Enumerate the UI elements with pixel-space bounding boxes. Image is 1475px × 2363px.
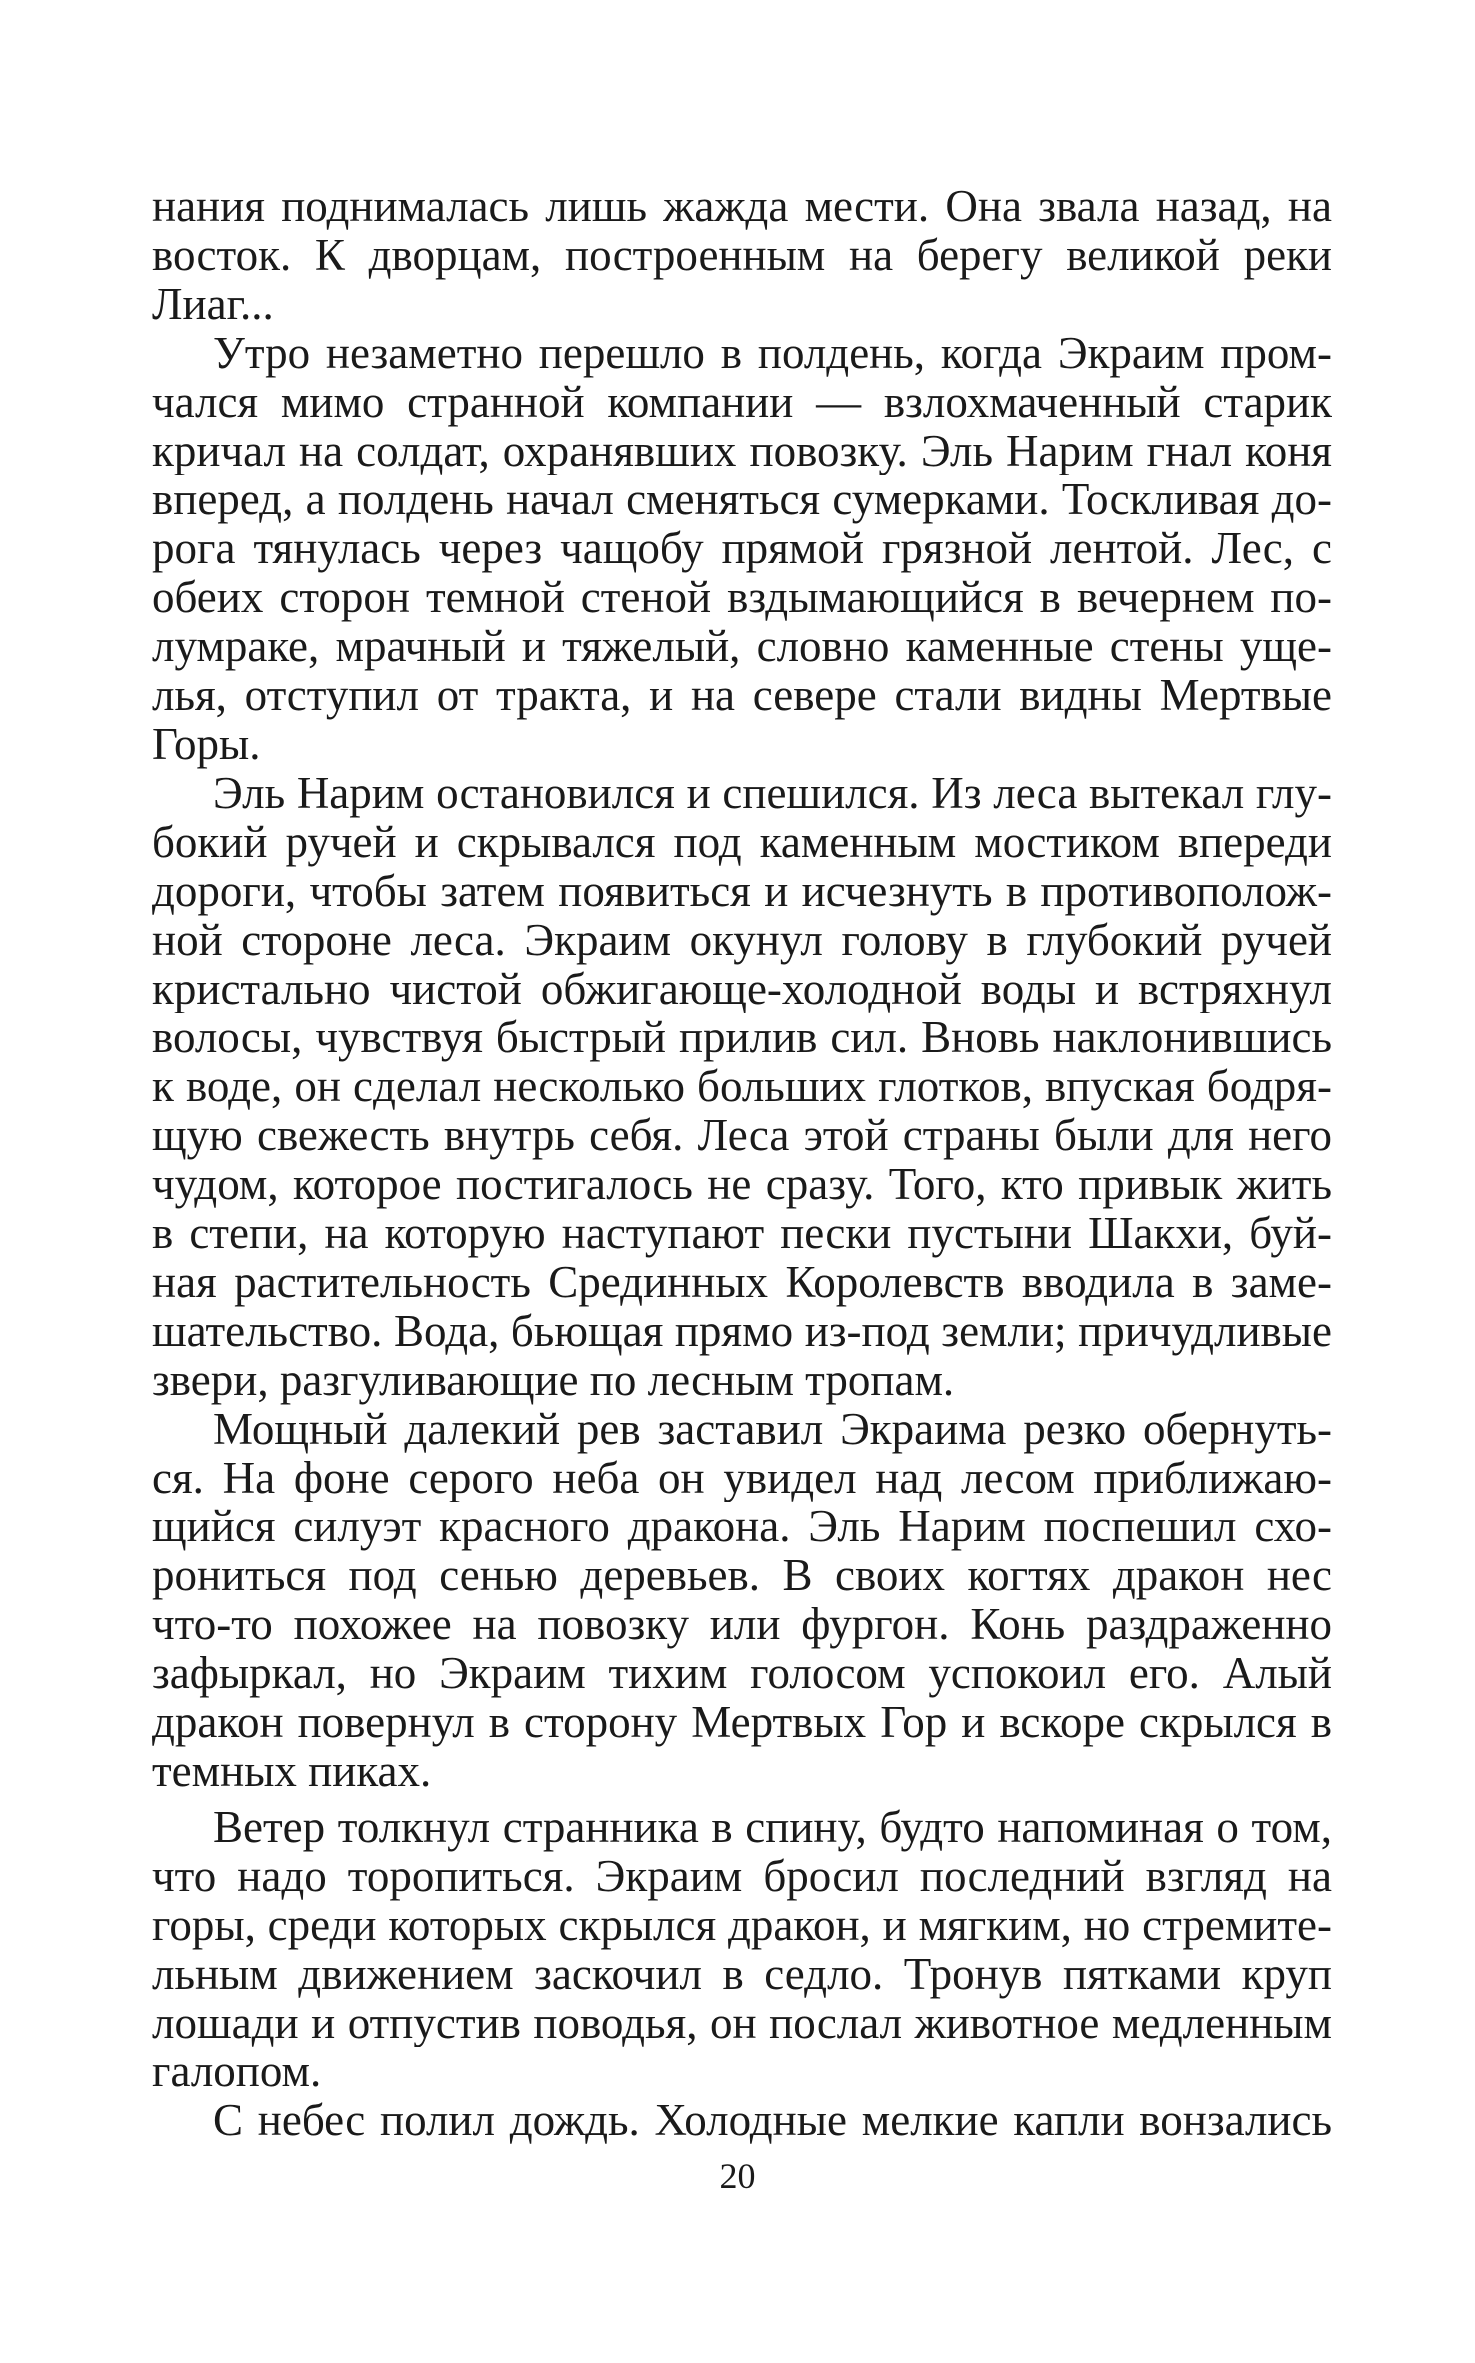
text-line: бокий ручей и скрывался под каменным мостиком впереди: [152, 817, 1332, 867]
paragraph: [152, 1405, 1332, 1796]
paragraph: [152, 769, 1332, 1405]
text-line: звери, разгуливающие по лесным тропам.: [152, 1355, 955, 1405]
text-line: кричал на солдат, охранявших повозку. Эль Нарим гнал коня: [152, 426, 1332, 476]
text-line: волосы, чувствуя быстрый прилив сил. Вновь наклонившись: [152, 1013, 1332, 1063]
text-line: льным движением заскочил в седло. Тронув пятками круп: [152, 1949, 1332, 1999]
body-text: [152, 182, 1332, 2145]
text-line: горы, среди которых скрылся дракон, и мягким, но стремите-: [152, 1900, 1332, 1950]
text-line: Горы.: [152, 719, 261, 769]
text-line: кристально чистой обжигающе-холодной воды и встряхнул: [152, 964, 1332, 1014]
text-line: рониться под сенью деревьев. В своих когтях дракон нес: [152, 1551, 1332, 1601]
text-line: что надо торопиться. Экраим бросил последний взгляд на: [152, 1851, 1332, 1901]
text-line: лья, отступил от тракта, и на севере стали видны Мертвые: [152, 671, 1332, 720]
text-line: чудом, которое постигалось не сразу. Того, кто привык жить: [152, 1160, 1332, 1210]
text-line: рога тянулась через чащобу прямой грязной лентой. Лес, с: [152, 524, 1332, 574]
text-line: Мощный далекий рев заставил Экраима резко обернуть-: [213, 1404, 1332, 1454]
paragraph-gap: [152, 1796, 1332, 1803]
text-line: С небес полил дождь. Холодные мелкие капли вонзались: [213, 2096, 1332, 2146]
page-number: 20: [719, 2156, 756, 2196]
paragraph: [152, 2096, 1332, 2145]
text-line: дороги, чтобы затем появиться и исчезнуть в противополож-: [152, 866, 1332, 916]
text-line: зафыркал, но Экраим тихим голосом успокоил его. Алый: [152, 1649, 1332, 1699]
text-line: Эль Нарим остановился и спешился. Из леса вытекал глу-: [213, 768, 1332, 818]
text-line: чался мимо странной компании — взлохмаченный старик: [152, 377, 1332, 427]
text-line: нания поднималась лишь жажда мести. Она звала назад, на: [152, 182, 1332, 231]
text-line: ная растительность Срединных Королевств вводила в заме-: [152, 1257, 1332, 1307]
text-line: шательство. Вода, бьющая прямо из-под земли; причудливые: [152, 1306, 1332, 1356]
text-line: лошади и отпустив поводья, он послал животное медленным: [152, 1998, 1332, 2048]
text-line: ся. На фоне серого неба он увидел над лесом приближаю-: [152, 1453, 1332, 1503]
text-line: обеих сторон темной стеной вздымающийся в вечернем по-: [152, 573, 1332, 623]
text-line: вперед, а полдень начал сменяться сумерками. Тоскливая до-: [152, 475, 1332, 525]
text-line: восток. К дворцам, построенным на берегу великой реки: [152, 230, 1332, 280]
text-line: лумраке, мрачный и тяжелый, словно каменные стены уще-: [152, 622, 1332, 672]
text-line: в степи, на которую наступают пески пустыни Шакхи, буй-: [152, 1209, 1332, 1258]
paragraph: [152, 182, 1332, 329]
text-line: что-то похожее на повозку или фургон. Конь раздраженно: [152, 1600, 1332, 1650]
text-line: щийся силуэт красного дракона. Эль Нарим поспешил схо-: [152, 1502, 1332, 1552]
text-line: ной стороне леса. Экраим окунул голову в глубокий ручей: [152, 915, 1332, 965]
text-line: щую свежесть внутрь себя. Леса этой страны были для него: [152, 1111, 1332, 1161]
paragraph: [152, 329, 1332, 769]
text-line: темных пиках.: [152, 1747, 432, 1796]
text-line: дракон повернул в сторону Мертвых Гор и вскоре скрылся в: [152, 1698, 1332, 1747]
paragraph: [152, 1803, 1332, 2096]
text-line: Утро незаметно перешло в полдень, когда Экраим пром-: [213, 328, 1332, 378]
text-line: галопом.: [152, 2047, 322, 2097]
text-line: Ветер толкнул странника в спину, будто напоминая о том,: [213, 1802, 1332, 1852]
text-line: к воде, он сделал несколько больших глотков, впуская бодря-: [152, 1062, 1332, 1112]
text-line: Лиаг...: [152, 279, 274, 329]
